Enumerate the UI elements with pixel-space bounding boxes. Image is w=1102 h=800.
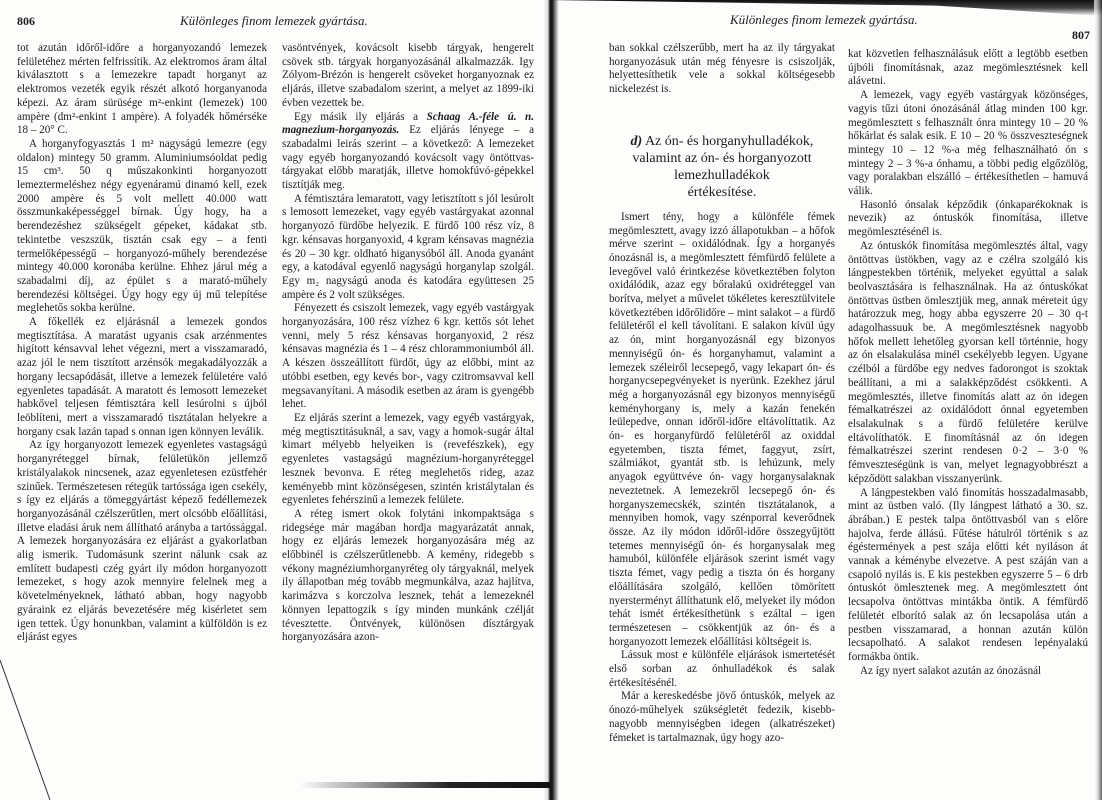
paragraph: vasöntvények, kovácsolt kisebb tárgyak, hengerelt csövek stb. tárgyak horganyozásánál alkalmazzák. Igy Zólyom-Brézón is hengerelt csöveket horganyoznak ez eljárás, illetve szabadalom szerint, a melyet az 1899-iki évben vezettek be. (282, 42, 534, 109)
paragraph: Már a kereskedésbe jövő óntuskók, melyek az ónozó-műhelyek szükségletét fedezik, kisebb-nagyobb mennyiségben idegen (alkatrészeket) fémeket is tartalmaznak, úgy hogy azo- (609, 690, 835, 744)
right-page-number (1072, 28, 1090, 43)
paragraph: Ismert tény, hogy a különféle fémek megömlesztett, avagy izzó állapotukban – a hőfok mérve szerint – oxidálódnak. Így a horganyés ónozásnál is, a megömlesztett fémfürdő felülete a levegővel való érintkezése következtében folyton oxidálódik, azaz egy bőralakú oxidréteggel van borítva, melyet a művelet tökéletes keresztülvitele következtében időrőlidőre – mint salakot – a fürdő felületéről el kell távolítani. E salakon kívül úgy az ón, mint horganyozásnál egy bizonyos mennyiségű ón- és horganyhamut, valamint a lemezek széleiről lecsepegő, vagy lekapart ón- és horganycsepegvényeket is nyerünk. Ezekhez járul még a horganyozásnál egy bizonyos mennyiségű keményhorgany is, mely a kazán fenekén leülepedve, onnan időről-időre eltávolíttatik. Az ón- es horganyfürdő felületéről az oxiddal egyetemben, tiszta fémet, faggyut, zsírt, szálmiákot, gyantát stb. is lehúzunk, mely anyagok együttvéve ón- vagy horganysalaknak neveztetnek. A lemezekről lecsepegő ón- és horganyszemecskék, szintén tisztátalanok, a mennyiben homok, vagy szénporral keverődnek össze. Az ily módon időről-időre összegyűjtött tetemes mennyiségű ón- és horganysalak meg hamuból, különféle eljárások szerint ismét vagy tiszta fémet, vagy pedig a tiszta ón és horgany előállítására szolgáló, kellően tömörített nyersterményt állíthatunk elő, melyeket ily módon tehát ismét értékesíthetünk s ezáltal – igen természetesen – csökkentjük az ón- és a horganyozott lemezek előállítási költségeit is. (609, 210, 835, 648)
right-page-column-1 (609, 42, 835, 745)
paragraph: Fényezett és csiszolt lemezek, vagy egyéb vastárgyak horganyozására, 100 rész vízhez 6 kgr. kettős sót lehet venni, mely 5 rész kénsavas horganyoxid, 2 rész kénsavas magnézia és 1 – 4 rész chlorammoniumból áll. A készen összeállított fürdőt, úgy az előbbi, mint az utóbbi esetben, egy kevés bor-, vagy czitromsavval kell megsavanyítani. A második esetben az áram is gyengébb lehet. (282, 302, 535, 411)
paragraph: A horganyfogyasztás 1 m² nagyságú lemezre (egy oldalon) mintegy 50 gramm. Aluminiumsóoldat pedig 15 cm³. 50 q műszakonkinti horganyozott lemeztermeléshez négy egyenáramú dinamó kell, ezek 2000 ampère és 5 volt mellett 40.000 watt összmunkaképességgel bírnak. Úgy hogy, ha a berendezéshez szükségelt gépeket, kádakat stb. tekintetbe veszszük, tisztán csak egy – a fenti termelőképességű – horganyozó-műhely berendezése mintegy 40.000 koronába kerülne. Ehhez járul még a szabadalmi díj, az épület s a marató-műhely berendezési költségei. Úgy hogy egy új mű telepítése meglehetős sokba kerülne. (17, 137, 267, 315)
right-page (548, 0, 1102, 800)
scan-shadow-bottom (300, 782, 550, 788)
process-name-emphasis: Schaag A.-féle ú. n. magnezium-horganyozás. (282, 110, 534, 137)
paragraph: Ez eljárás szerint a lemezek, vagy egyéb vastárgyak, még megtisztitásuknál, a sav, vagy a homok-sugár által kimart mélyebb helyeiken is (revefészkek), egy egyenletes vastagságú magnézium-horganyréteggel lesznek bevonva. E réteg meglehetős rideg, azaz keményebb mint közönségesen, szintén kristálytalan és egyenletes fehérszinű a lemezek felülete. (282, 411, 534, 507)
paragraph: A lángpestekben való finomítás hosszadalmasabb, mint az üstben való. (Ily lángpest látható a 30. sz. ábrában.) E pestek talpa öntöttvasból van s előre hajolva, ferde állású. Fűtése hátulról történik s az égéstermények a pest szája előtti két nyiláson át vannak a kéménybe elvezetve. A pest száján van a csapoló nyilás is. E kis pestekben egyszerre 5 – 6 drb óntuskót ömlesztenek meg. A megömlesztett ónt lecsapolva öntöttvas mintákba öntik. A fémfürdő felületét elborító salak az ón lecsapolása után a pestben visszamarad, a honnan azután külön lecsapolható. A salakot rendesen lepényalakú formákba öntik. (848, 486, 1088, 663)
scan-shadow-right (1094, 0, 1102, 800)
left-page (0, 0, 548, 800)
paragraph: A réteg ismert okok folytáni inkompaktsága s ridegsége már magában hordja magyarázatát annak, hogy ez eljárás lemezek horganyozására még az előbbinél is czélszerűtlenebb. A kemény, ridegebb s vékony magnéziumhorganyréteg oly tárgyaknál, melyek ily állapotban még tovább megmunkálva, azaz hajlítva, karimázva s korczolva lesznek, tehát a lemezeknél könnyen lepattogzik s így minden munkánk czélját tévesztette. Öntvények, különösen dísztárgyak horganyozására azon- (282, 507, 534, 644)
left-page-number (17, 14, 35, 29)
right-page-column-2 (848, 48, 1088, 678)
left-page-column-1 (17, 42, 267, 645)
left-page-column-2 (282, 42, 534, 645)
paragraph: A fémtisztára lemaratott, vagy letisztított s jól lesúrolt s lemosott lemezeket, vagy egyéb vastárgyakat azonnal horganyozó fürdőbe helyezik. E fürdő 100 rész víz, 8 kgr. kénsavas horganyoxid, 4 kgram kénsavas magnézia és 20 – 30 kgr. oldható higanysóból áll. Anoda gyanánt egy, a katodával egyenlő nagyságú horganylap szolgál. Egy m₂ nagyságú anoda és katodára együttesen 25 ampère és 2 volt szükséges. (282, 192, 534, 301)
paragraph: Az így nyert salakot azután az ónozásnál (860, 664, 1042, 677)
paragraph: A főkellék ez eljárásnál a lemezek gondos megtisztítása. A maratást ugyanis csak arzénmentes higított kénsavval lehet végezni, mert a visszamaradó, azaz jól le nem tisztított arzénsók megakadályozzák a horgany lecsapódását, illetve a lemezek felületére való egyenletes tapadását. A maratott és lemosott lemezeket habkővel teljesen fémtisztára kell lesúrolni s újból leöblíteni, mert a visszamaradó tisztátalan helyekre a horgany csak lazán tapad s onnan igen könnyen leválik. (17, 316, 267, 438)
paragraph: ban sokkal czélszerűbb, mert ha az ily tárgyakat horganyozásuk után még fényesre is csiszolják, helyettesíthetik vele a sokkal költségesebb nickelezést is. (609, 42, 835, 96)
paragraph: kat közvetlen felhasználásuk előtt a legtöbb esetben újbóli finomításnak, azaz megömlesztésnek kell alávetni. (848, 48, 1088, 88)
paragraph: A lemezek, vagy egyéb vastárgyak közönséges, vagyis tűzi útoni ónozásánál átlag minden 100 kgr. megömlesztett s felhasznált ónra mintegy 10 – 20 % hőkárlat és salak esik. E 10 – 20 % összveszteségnek mintegy 10 – 12 %-a még felhasználható ón s mintegy 2 – 3 %-a ónhamu, a többi pedig elgőzölög, vagy poralakban elszálló – értékesíthetlen – hamuvá válik. (848, 89, 1088, 198)
section-title-end: értékesítése. (687, 184, 757, 200)
section-label: d) (630, 133, 643, 149)
left-running-head: Különleges finom lemezek gyártása. (180, 13, 368, 28)
right-running-head: Különleges finom lemezek gyártása. (730, 12, 918, 27)
pencil-mark (0, 660, 60, 800)
paragraph-lead: Egy másik ily eljárás a (294, 110, 427, 123)
paragraph: Az így horganyozott lemezek egyenletes vastagságú horganyréteggel bírnak, felületükön jellemző kristályalakok nincsenek, azaz egyenletesen ezüstfehér szinűek. Természetesen rétegük tartóssága igen csekély, s így ez eljárás a tömeggyártást képező fedéllemezek horganyozásánál czélszerűtlen, mert olcsóbb előállítási, illetve eladási áruk nem állítható arányba a tartóssággal. A lemezek horganyozására ez eljárást a gyakorlatban alig ismerik. Tudomásunk szerint nálunk csak az említett budapesti czég gyárt ily módon horganyozott lemezeket, s hogy azok mennyire felelnek meg a követelményeknek, látható abban, hogy nagyobb gyáraink ez eljárás bevezetésére még kisérletet sem igen tettek. Úgy honunkban, valamint a külföldön is ez eljárást egyes (17, 439, 267, 644)
paragraph-rest: Ez eljárás lényege – a szabadalmi leirás szerint – a következő: A lemezeket vagy egyéb horganyozandó kovácsolt vagy öntöttvas-tárgyakat előbb maratják, illetve homokfúvó-gépekkel tisztítják meg. (282, 124, 534, 192)
paragraph: Az óntuskók finomítása megömlesztés által, vagy öntöttvas üstökben, vagy az e czélra szolgáló kis lángpestekben történik, melyeket egyúttal a salak beolvasztására is felhasználnak. Ha az óntuskókat öntöttvas üstben ömlesztjük meg, annak méreteit úgy határozzuk meg, hogy abba egyszerre 20 – 30 q-t adagolhassuuk be. A megömlesztésnek nagyobb hőfok mellett lehetőleg gyorsan kell történnie, hogy az ón elsalakulása minél csekélyebb legyen. Ugyane czélból a fürdőbe egy nedves fadorongot is szoktak beállítani, a mi a salakképződést csökkenti. A megömlesztés, illetve finomítás alatt az ón idegen fémalkatrészei az oxidálódott ónnal egyetemben elsalakulnak s a fürdő felületére kerülve eltávolíthatók. E finomításnál az ón idegen fémalkatrészei szerint rendesen 0·2 – 3·0 % fémveszteségünk is van, melyet legnagyobbrészt a képződött salakban visszanyerünk. (848, 239, 1088, 485)
paragraph: tot azután időről-időre a horganyozandó lemezek felületéhez mérten felfrissítik. Az elektromos áram által kiválasztott s a lemezekre tapadt horganyt az elektromos vezeték egyik részét alkotó horganyanoda képezi. Az áram sürüsége m²-enkint (lemezek) 100 ampère (dm²-enkint 1 ampère). A folyadék hőmérséke 18 – 20° C. (17, 42, 267, 137)
page-number: 806 (17, 14, 35, 28)
paragraph: Lássuk most e különféle eljárások ismertetését első sorban az ónhulladékok és salak értékesítésénél. (609, 649, 835, 689)
book-gutter (543, 0, 559, 800)
page-number: 807 (1072, 28, 1090, 42)
section-title: Az ón- és horganyhulladékok, valamint az ón- és horganyozott lemezhulladékok (632, 133, 814, 183)
paragraph-schaag (282, 111, 534, 193)
section-heading (609, 133, 835, 201)
paragraph: Hasonló ónsalak képződik (ónkaparékoknak is nevezik) az óntuskók finomítása, illetve megömlesztésénél is. (848, 198, 1088, 239)
